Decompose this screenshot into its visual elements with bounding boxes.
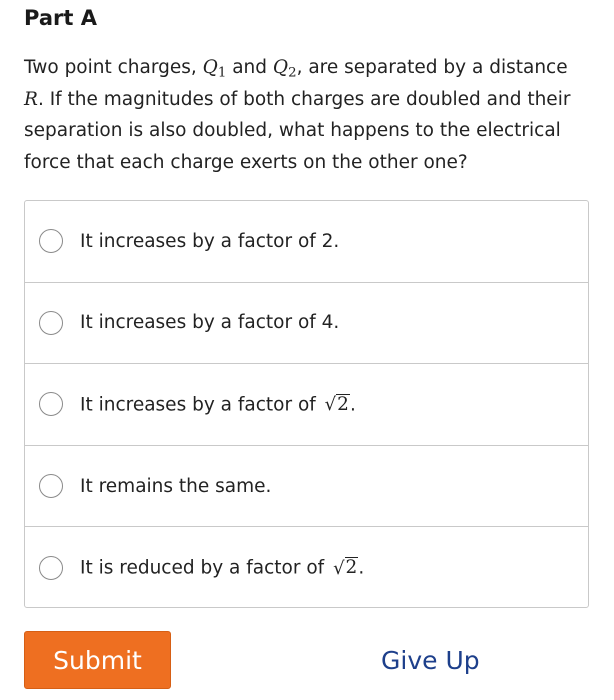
submit-button[interactable]: Submit — [24, 631, 171, 689]
radical-sign-icon: √ — [333, 557, 345, 579]
answer-option-5[interactable] — [25, 527, 588, 609]
answer-option-1[interactable] — [25, 201, 588, 283]
give-up-link[interactable]: Give Up — [381, 646, 480, 675]
square-root-expression: √ 2 — [324, 393, 349, 416]
question-segment: Two point charges, — [24, 57, 203, 78]
radical-sign-icon: √ — [324, 394, 337, 416]
radio-button[interactable] — [39, 229, 63, 253]
radio-button[interactable] — [39, 392, 63, 416]
radio-button[interactable] — [39, 311, 63, 335]
question-text — [24, 52, 584, 178]
answer-label: It increases by a factor of 4. — [80, 312, 340, 334]
part-title: Part A — [24, 6, 97, 30]
question-segment: . If the magnitudes of both charges are doubled and their separation is also doubled, what happens to the electrical force that each charge exerts on the other one? — [24, 88, 571, 173]
answer-option-2[interactable] — [25, 283, 588, 365]
question-segment: and — [226, 57, 273, 78]
distance-r-symbol: R — [24, 88, 38, 110]
answer-option-4[interactable] — [25, 446, 588, 528]
answer-label: It remains the same. — [80, 475, 272, 497]
answer-label: It is reduced by a factor of √ 2 . — [80, 557, 365, 579]
answer-label: It increases by a factor of √ 2 . — [80, 393, 356, 416]
answer-option-3[interactable] — [25, 364, 588, 446]
answer-label: It increases by a factor of 2. — [80, 230, 340, 252]
charge-q1-symbol: $Q_1$ — [202, 57, 227, 81]
question-segment: , are separated by a distance — [296, 57, 568, 78]
radio-button[interactable] — [39, 556, 63, 580]
charge-q2-symbol: $Q_2$ — [272, 57, 297, 81]
radio-button[interactable] — [39, 474, 63, 498]
square-root-expression: √ 2 — [333, 557, 358, 579]
answer-choices — [24, 200, 589, 608]
